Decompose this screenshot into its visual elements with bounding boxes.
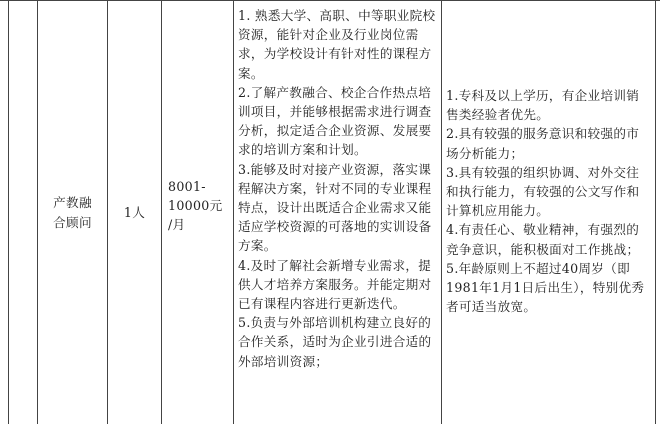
column-divider	[441, 0, 442, 424]
headcount-cell	[108, 1, 161, 424]
index-cell	[9, 1, 37, 424]
requirement-item: 1.专科及以上学历，有企业培训销售类经验者优先。	[446, 88, 640, 123]
duty-item: 5.负责与外部培训机构建立良好的合作关系，适时为企业引进合适的外部培训资源；	[238, 315, 432, 369]
salary-line: 8001-	[168, 179, 206, 194]
duties-cell	[238, 6, 438, 424]
salary-cell	[168, 177, 232, 235]
requirement-item: 5.年龄原则上不超过40周岁（即1981年1月1日后出生），特别优秀者可适当放宽。	[446, 260, 645, 315]
position-cell	[38, 1, 107, 424]
salary-line: 10000元	[168, 198, 223, 214]
position-name-line: 产教融	[53, 195, 92, 211]
requirements-cell	[446, 86, 651, 316]
headcount-value: 1人	[123, 204, 146, 220]
requirement-item: 3.具有较强的组织协调、对外交往和执行能力，有较强的公文写作和计算机应用能力。	[446, 164, 640, 219]
salary-line: /月	[168, 217, 186, 233]
column-divider	[161, 0, 162, 424]
column-divider	[655, 0, 656, 424]
duty-item: 1. 熟悉大学、高职、中等职业院校资源，能针对企业及行业岗位需求，为学校设计有针对性的课程方案。	[238, 8, 436, 81]
duty-item: 3.能够及时对接产业资源，落实课程解决方案，针对不同的专业课程特点，设计出既适合企业需求又能适应学校资源的可落地的实训设备方案。	[238, 161, 432, 254]
column-divider	[233, 0, 234, 424]
requirement-item: 4.有责任心、敬业精神，有强烈的竞争意识，能积极面对工作挑战；	[446, 222, 640, 257]
duty-item: 2.了解产教融合、校企合作热点培训项目，并能够根据需求进行调查分析，拟定适合企业资源、发展要求的培训方案和计划。	[238, 84, 432, 158]
requirement-item: 2.具有较强的服务意识和较强的市场分析能力；	[446, 126, 640, 161]
position-name	[53, 193, 92, 231]
position-name-line: 合顾问	[53, 214, 92, 230]
duty-item: 4.及时了解社会新增专业需求，提供人才培养方案服务。并能定期对已有课程内容进行更新迭代。	[238, 257, 432, 312]
